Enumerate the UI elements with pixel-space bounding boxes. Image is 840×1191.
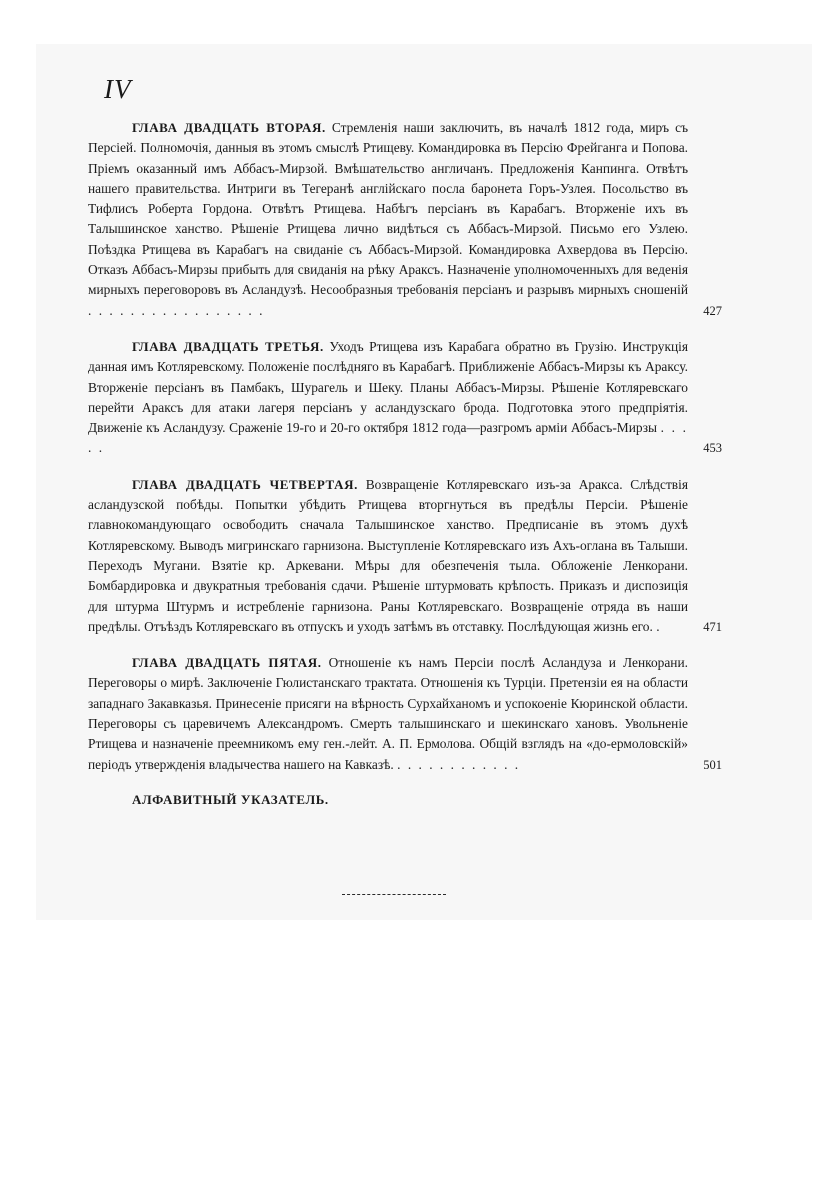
dot-leader: . . . . . . . . . . . . . . . . . [88, 302, 265, 318]
chapter-summary: Стремленія наши заключить, въ началѣ 1812 года, миръ съ Персіей. Полномочія, данныя въ этомъ смыслѣ Ртищеву. Командировка въ Персію Фрейганга и Попова. Пріемъ оказанный имъ Аббасъ-Мирзой. Вмѣшательство англичанъ. Предложенія Канпинга. Отвѣтъ нашего правительства. Интриги въ Тегеранѣ англійскаго посла баронета Горъ-Узлея. Посольство въ Тифлисъ Роберта Гордона. Отвѣтъ Ртищева. Набѣгъ персіанъ въ Карабагъ. Вторженіе ихъ въ Талышинское ханство. Рѣшеніе Ртищева лично видѣться съ Аббасъ-Мирзой. Письмо его Узлею. Поѣздка Ртищева въ Карабагъ на свиданіе съ Аббасъ-Мирзой. Командировка Ахвердова въ Персію. Отказъ Аббасъ-Мирзы прибыть для свиданія на рѣку Араксъ. Назначеніе уполномоченныхъ для веденія мирныхъ переговоровъ въ Асландузѣ. Несообразныя требованія персіанъ и разрывъ мирныхъ сношеній [88, 120, 688, 298]
table-of-contents [88, 118, 722, 791]
chapter-page-number: 453 [703, 441, 722, 456]
chapter-heading: ГЛАВА ДВАДЦАТЬ ПЯТАЯ. [132, 655, 322, 671]
chapter-heading: ГЛАВА ДВАДЦАТЬ ВТОРАЯ. [132, 120, 326, 135]
chapter-page-number: 427 [703, 303, 722, 318]
chapter-heading: ГЛАВА ДВАДЦАТЬ ЧЕТВЕРТАЯ. [132, 476, 358, 492]
toc-entry-chapter-25 [88, 653, 722, 775]
chapter-page-number: 501 [703, 757, 722, 772]
chapter-heading: ГЛАВА ДВАДЦАТЬ ТРЕТЬЯ. [132, 338, 324, 354]
index-heading: АЛФАВИТНЫЙ УКАЗАТЕЛЬ. [132, 792, 329, 807]
toc-entry-chapter-24 [88, 475, 722, 637]
dot-leader: . . . . . . . . . . . . [397, 756, 521, 772]
page-number: IV [104, 74, 132, 104]
end-rule-divider [342, 894, 446, 895]
dot-leader: . . . . . [88, 420, 688, 456]
toc-entry-chapter-22 [88, 118, 722, 321]
chapter-summary: Возвращеніе Котляревскаго изъ-за Аракса. Слѣдствія асландузской побѣды. Попытки убѣдить Ртищева вторгнуться въ предѣлы Персіи. Рѣшеніе главнокомандующаго освободить сначала Талышинское ханство. Предписаніе въ этомъ духѣ Котляревскому. Выводъ мигринскаго гарнизона. Выступленіе Котляревскаго изъ Ахъ-оглана въ Талыши. Переходъ Мугани. Взятіе кр. Аркевани. Мѣры для обезпеченія тыла. Обложеніе Ленкорани. Бомбардировка и двукратныя требованія сдачи. Рѣшеніе штурмовать крѣпость. Приказъ и диспозиція для штурма Штурмъ и истребленіе гарнизона. Раны Котляревскаго. Возвращеніе отряда въ наши предѣлы. Отъѣздъ Котляревскаго въ отпускъ и уходъ затѣмъ въ отставку. Послѣдующая жизнь его. [88, 476, 688, 634]
toc-entry-chapter-23 [88, 337, 722, 459]
dot-leader: . [656, 618, 662, 634]
chapter-summary: Отношеніе къ намъ Персіи послѣ Асландуза и Ленкорани. Переговоры о мирѣ. Заключеніе Гюлистанскаго трактата. Отношенія къ Турціи. Претензіи ея на области западнаго Закавказья. Принесеніе присяги на вѣрность Сурхайханомъ и успокоеніе Кюринской области. Переговоры съ царевичемъ Александромъ. Смерть талышинскаго и шекинскаго хановъ. Увольненіе Ртищева и назначеніе преемникомъ ему ген.-лейт. А. П. Ермолова. Общій взглядъ на «до-ермоловскій» періодъ утвержденія владычества нашего на Кавказѣ. [88, 655, 688, 772]
chapter-summary: Уходъ Ртищева изъ Карабага обратно въ Грузію. Инструкція данная имъ Котляревскому. Положеніе послѣдняго въ Карабагѣ. Приближеніе Аббасъ-Мирзы къ Араксу. Вторженіе персіанъ въ Памбакъ, Шурагель и Шеку. Планы Аббасъ-Мирзы. Рѣшеніе Котляревскаго перейти Араксъ для атаки лагеря персіанъ у асландузскаго брода. Подготовка этого предпріятія. Движеніе къ Асландузу. Сраженіе 19-го и 20-го октября 1812 года—разгромъ арміи Аббасъ-Мирзы [88, 338, 688, 436]
chapter-page-number: 471 [703, 619, 722, 634]
